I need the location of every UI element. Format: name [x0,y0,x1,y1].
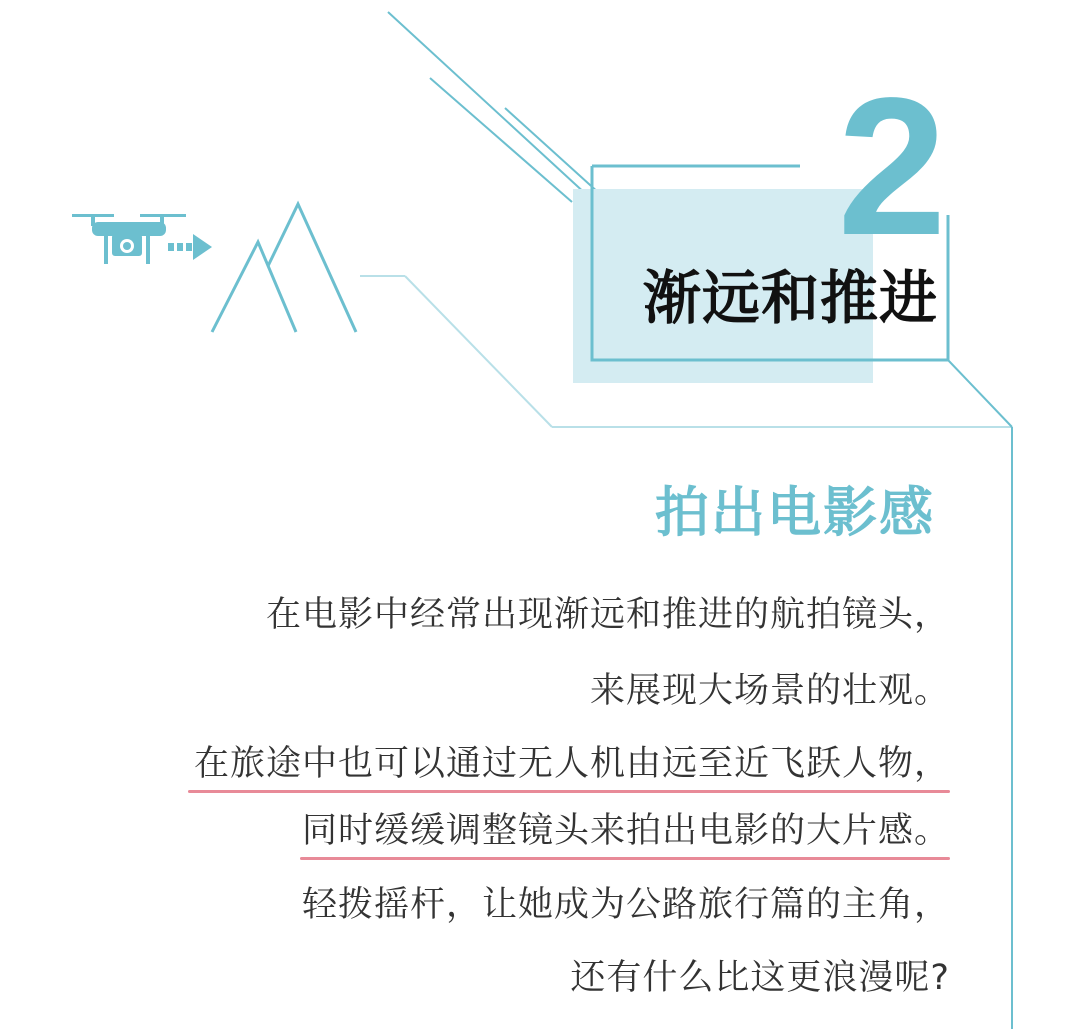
paragraph-line: 同时缓缓调整镜头来拍出电影的大片感。 [301,811,950,851]
paragraph-line: 在电影中经常出现渐远和推进的航拍镜头， [265,595,950,635]
drone-icon [72,214,186,264]
diagonal-lines [388,12,600,202]
page-title: 渐远和推进 [642,264,938,332]
mountain-icon [212,204,356,332]
side-rule [948,360,1012,1029]
arrow-right-icon [168,234,212,260]
paragraph-line: 轻拨摇杆，让她成为公路旅行篇的主角， [301,885,950,925]
highlight-underline [188,790,950,793]
section-subtitle: 拍出电影感 [655,481,935,544]
paragraph-line: 还有什么比这更浪漫呢? [570,958,950,998]
section-number: 2 [837,57,947,276]
highlight-underline [300,857,950,860]
paragraph-line: 在旅途中也可以通过无人机由远至近飞跃人物， [193,744,950,784]
paragraph-line: 来展现大场景的壮观。 [589,671,950,711]
